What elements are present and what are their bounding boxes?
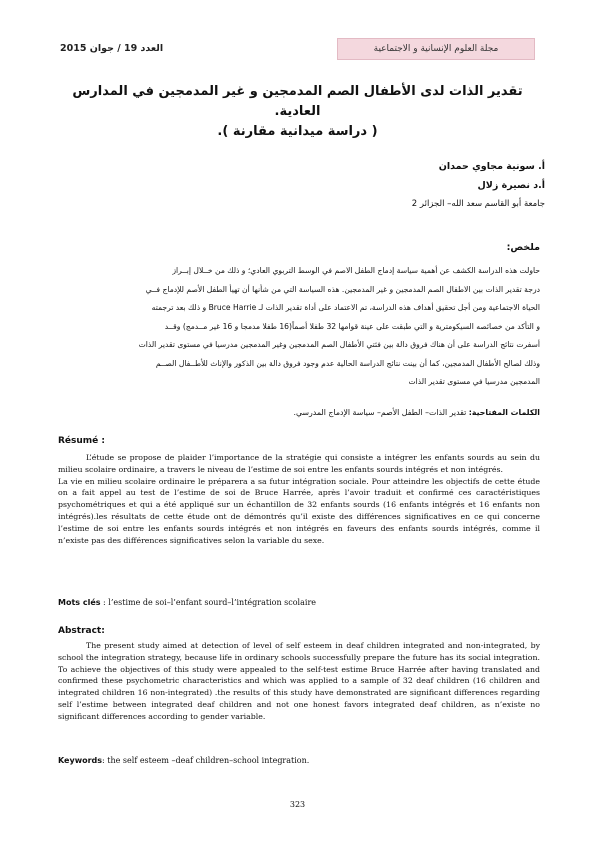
issue-info: العدد 19 / جوان 2015 bbox=[60, 43, 164, 54]
page-number: 323 bbox=[289, 800, 306, 809]
english-paragraph-1: The present study aimed at detection of level of self esteem in deaf children integrated and non-integrated, by school the integration strategy, because life in ordinary schools successfully prepare the future has its social integration. To achieve the objectives of this study were appealed to the self-test estime Bruce Harrée after having translated and confirmed these psychometric characteristics and which was applied to a sample of 32 deaf children (16 children and integrated children 16 non-integrated) .the results of this study have demonstrated are significant differences regarding self l’estime between integrated deaf children and not one honest favors integrated deaf children, as n’existe no significant differences according to gender variable. bbox=[58, 641, 540, 721]
title-line-1: تقدير الذات لدى الأطفال الصم المدمجين و غير المدمجين في المدارس العادية. bbox=[72, 84, 523, 119]
author-2: أ.د نصيرة زلال bbox=[477, 180, 545, 191]
english-keywords-text: : the self esteem –deaf children–school integration. bbox=[102, 756, 310, 765]
french-keywords-label: Mots clés bbox=[58, 598, 101, 607]
french-paragraph-1: L’étude se propose de plaider l’importance de la stratégie qui consiste a intégrer les enfants sourds au sein du milieu scolaire ordinaire, a travers le niveau de l’estime de soi entre les enfants sourds intégrés et non intégrés. bbox=[58, 453, 540, 474]
arabic-abstract-line: حاولت هذه الدراسة الكشف عن أهمية سياسة إدماج الطفل الاصم في الوسط التربوي العادي؛ و ذلك من خــلال إبــراز bbox=[172, 266, 540, 275]
author-1: أ. سونية مجاوي حمدان bbox=[438, 161, 545, 172]
english-abstract-heading: Abstract: bbox=[58, 626, 105, 636]
arabic-abstract-line: درجة تقدير الذات بين الاطفال الصم المدمجين و غير المدمجين. هذه السياسة التي من شأنها أن تهيأ الطفل الأصم للإدماج فــي bbox=[145, 284, 540, 294]
arabic-abstract-heading: ملخص: bbox=[506, 242, 540, 253]
french-abstract-body bbox=[58, 452, 540, 546]
arabic-keywords-label: الكلمات المفتاحية: bbox=[468, 408, 540, 417]
french-keywords bbox=[58, 598, 540, 607]
page-header bbox=[60, 38, 535, 60]
author-block bbox=[345, 157, 545, 214]
title-line-2: ( دراسة ميدانية مقارنة ). bbox=[217, 124, 378, 139]
english-keywords-label: Keywords bbox=[58, 756, 103, 765]
article-title bbox=[60, 82, 535, 142]
arabic-abstract-body bbox=[58, 262, 540, 392]
journal-name: مجلة العلوم الإنسانية و الاجتماعية bbox=[337, 38, 535, 60]
french-paragraph-2: La vie en milieu scolaire ordinaire le préparera a sa futur intégration sociale. Pour atteindre les objectifs de cette étude on a fait appel au test de l’estime de soi de Bruce Harrée, après l’avoir traduit et confirmé ces caractéristiques psychométriques et qui a été appliqué sur un échantillon de 32 enfants sourds (16 enfants intégrés et 16 enfants non intégrés).les résultats de cette étude ont de démontrés qu’il existe des différences significatives en ce qui concerne l’estime de soi entre les enfants sourds intégrés et non intégrés en faveurs des enfants sourds intégrés, comme il n’existe pas des différences significatives selon la variable du sexe. bbox=[58, 476, 540, 545]
author-affiliation: جامعة أبو القاسم سعد الله– الجزائر 2 bbox=[411, 199, 545, 209]
arabic-abstract-line: المدمجين مدرسيا في مستوى تقدير الذات bbox=[408, 377, 540, 386]
french-abstract-heading: Résumé : bbox=[58, 436, 106, 446]
arabic-abstract-line: وذلك لصالح الأطفال المدمجين، كما أن بينت نتائج الدراسة الحالية عدم وجود فروق دالة بين الذكور والإناث للأطــفال الصــم bbox=[155, 358, 540, 368]
arabic-abstract-line: الحياة الاجتماعية ومن أجل تحقيق أهداف هذه الدراسة، تم الاعتماد على أداة تقدير الذات لـ Bruce Harrie و ذلك بعد ترجمته bbox=[151, 303, 540, 312]
english-abstract-body bbox=[58, 640, 540, 723]
arabic-abstract-line: و التأكد من خصائصه السيكومترية و التي طبقت على عينة قوامها 32 طفلا أصماً(16 طفلا مدمجا و 16 غير مــدمج) وقــد bbox=[164, 321, 540, 331]
english-keywords bbox=[58, 756, 540, 765]
arabic-keywords bbox=[58, 408, 540, 417]
french-keywords-text: : l’estime de soi–l’enfant sourd–l’intégration scolaire bbox=[100, 598, 316, 607]
arabic-keywords-text: تقدير الذات– الطفل الأصم– سياسة الإدماج المدرسي. bbox=[293, 408, 469, 417]
arabic-abstract-line: أسفرت نتائج الدراسة على أن هناك فروق دالة بين فئتي الأطفال الصم المدمجين وغير المدمجين مدرسيا في مستوى تقدير الذات bbox=[138, 340, 540, 349]
